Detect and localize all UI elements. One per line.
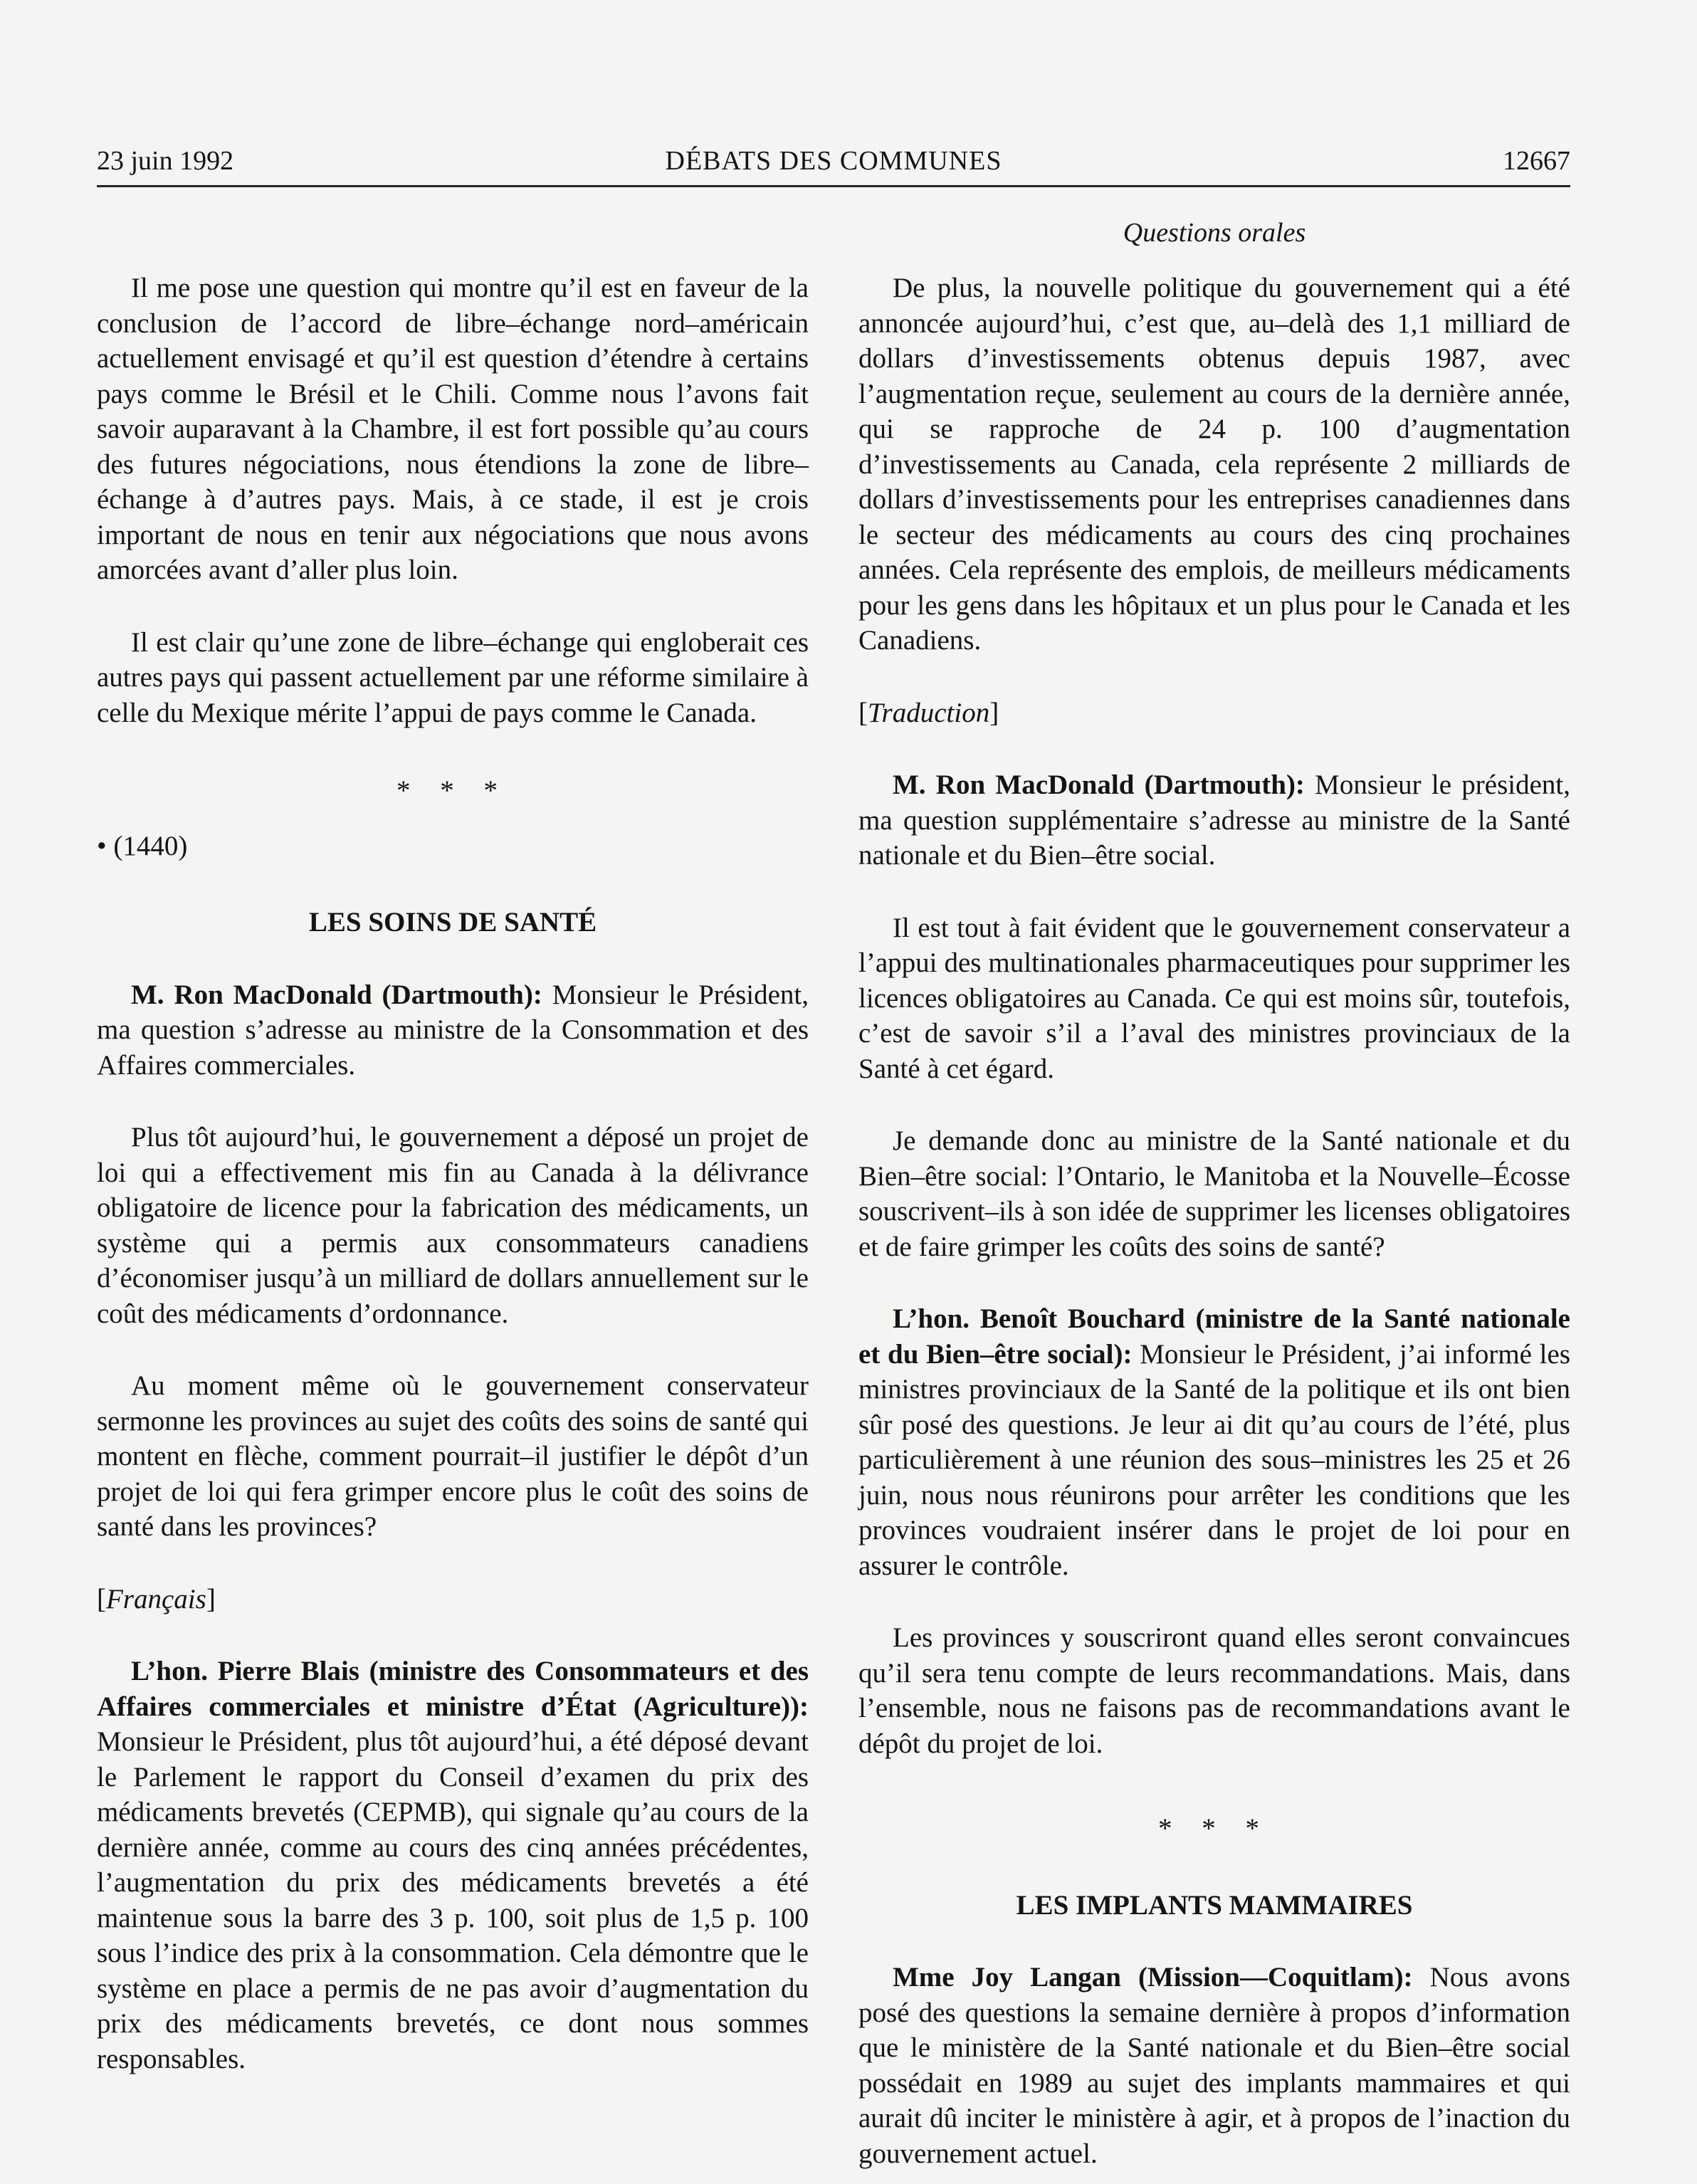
- speaker-name: L’hon. Benoît Bouchard (ministre de la Santé nationale et du Bien–être social):: [858, 1303, 1570, 1370]
- speaker-name: M. Ron MacDonald (Dartmouth):: [893, 770, 1305, 800]
- language-tag: [Français]: [97, 1583, 216, 1615]
- paragraph: Au moment même où le gouvernement conservateur sermonne les provinces au sujet des coûts des soins de santé qui montent en flèche, comment pourrait–il justifier le dépôt d’un projet de loi qui fera grimper encore plus le coût des soins de santé dans les provinces?: [97, 1370, 809, 1542]
- speech-text: Monsieur le président, ma question supplémentaire s’adresse au ministre de la Santé nationale et du Bien–être social.: [858, 770, 1570, 871]
- page-number: 12667: [1503, 146, 1570, 176]
- paragraph: Il est clair qu’une zone de libre–échange qui engloberait ces autres pays qui passent actuellement par une réforme similaire à celle du Mexique mérite l’appui de pays comme le Canada.: [97, 626, 809, 728]
- section-heading: LES IMPLANTS MAMMAIRES: [1016, 1889, 1413, 1921]
- speech-text: Monsieur le Président, ma question s’adresse au ministre de la Consommation et des Affaires commerciales.: [97, 979, 809, 1081]
- speech-paragraph: [97, 977, 809, 1083]
- header-title: DÉBATS DES COMMUNES: [665, 146, 1002, 176]
- header-date: 23 juin 1992: [97, 146, 234, 176]
- section-separator: * * *: [396, 775, 509, 806]
- speaker-name: Mme Joy Langan (Mission—Coquitlam):: [893, 1962, 1413, 1993]
- section-header: Questions orales: [1123, 218, 1306, 248]
- header-rule: [97, 185, 1570, 187]
- language-tag-text: Traduction: [868, 697, 990, 728]
- speech-text: Monsieur le Président, j’ai informé les ministres provinciaux de la Santé de la politique et ils ont bien sûr posé des questions. Je leur ai dit qu’au cours de l’été, plus particulièrement à une réunion des sous–ministres les 25 et 26 juin, nous nous réunirons pour arrêter les conditions que les provinces voudraient insérer dans le projet de loi pour en assurer le contrôle.: [858, 1338, 1571, 1581]
- left-column: [97, 271, 809, 2077]
- speech-text: Monsieur le Président, plus tôt aujourd’hui, a été déposé devant le Parlement le rapport du Conseil d’examen du prix des médicaments brevetés (CEPMB), qui signale qu’au cours de la dernière année, comme au cours des cinq années précédentes, l’augmentation du prix des médicaments brevetés a été maintenue sous la barre des 3 p. 100, soit plus de 1,5 p. 100 sous l’indice des prix à la consommation. Cela démontre que le système en place a permis de ne pas avoir d’augmentation du prix des médicaments brevetés, ce dont nous sommes responsables.: [97, 1726, 809, 2074]
- section-separator: * * *: [1158, 1813, 1271, 1844]
- language-tag-text: Français: [106, 1583, 206, 1615]
- paragraph: Il est tout à fait évident que le gouvernement conservateur a l’appui des multinationales pharmaceutiques pour supprimer les licences obligatoires au Canada. Ce qui est moins sûr, toutefois, c’est de savoir s’il a l’aval des ministres provinciaux de la Santé à cet égard.: [858, 912, 1570, 1084]
- speaker-name: M. Ron MacDonald (Dartmouth):: [131, 979, 542, 1010]
- speaker-name: L’hon. Pierre Blais (ministre des Consommateurs et des Affaires commerciales et ministre d’État (Agriculture)):: [97, 1656, 809, 1722]
- section-heading: LES SOINS DE SANTÉ: [308, 907, 597, 938]
- speech-text: Nous avons posé des questions la semaine dernière à propos d’information que le ministère de la Santé nationale et du Bien–être social possédait en 1989 au sujet des implants mammaires et qui aurait dû inciter le ministère à agir, et à propos de l’inaction du gouvernement actuel.: [858, 1962, 1570, 2169]
- paragraph: Il me pose une question qui montre qu’il est en faveur de la conclusion de l’accord de libre–échange nord–américain actuellement envisagé et qu’il est question d’étendre à certains pays comme le Brésil et le Chili. Comme nous l’avons fait savoir auparavant à la Chambre, il est fort possible qu’au cours des futures négociations, nous étendions la zone de libre–échange à d’autres pays. Mais, à ce stade, il est je crois important de nous en tenir aux négociations que nous avons amorcées avant d’aller plus loin.: [97, 273, 809, 585]
- time-marker: • (1440): [97, 830, 188, 861]
- running-header: [97, 141, 1570, 184]
- right-column: [858, 271, 1570, 2171]
- paragraph: Plus tôt aujourd’hui, le gouvernement a déposé un projet de loi qui a effectivement mis fin au Canada à la délivrance obligatoire de licence pour la fabrication des médicaments, un système qui a permis aux consommateurs canadiens d’économiser jusqu’à un milliard de dollars annuellement sur le coût des médicaments d’ordonnance.: [97, 1122, 809, 1329]
- language-tag: [Traduction]: [858, 697, 999, 728]
- paragraph: De plus, la nouvelle politique du gouvernement qui a été annoncée aujourd’hui, c’est que, au–delà des 1,1 milliard de dollars d’investissements obtenus depuis 1987, avec l’augmentation reçue, seulement au cours de la dernière année, qui se rapproche de 24 p. 100 d’augmentation d’investissements au Canada, cela représente 2 milliards de dollars d’investissements pour les entreprises canadiennes dans le secteur des médicaments au cours des cinq prochaines années. Cela représente des emplois, de meilleurs médicaments pour les gens dans les hôpitaux et un plus pour le Canada et les Canadiens.: [858, 273, 1570, 656]
- speech-paragraph: [858, 1301, 1570, 1583]
- paragraph: Les provinces y souscriront quand elles seront convaincues qu’il sera tenu compte de leurs recommandations. Mais, dans l’ensemble, nous ne faisons pas de recommandations avant le dépôt du projet de loi.: [858, 1622, 1570, 1759]
- speech-paragraph: [858, 1960, 1570, 2171]
- speech-paragraph: [97, 1654, 809, 2077]
- speech-paragraph: [858, 767, 1570, 873]
- paragraph: Je demande donc au ministre de la Santé nationale et du Bien–être social: l’Ontario, le Manitoba et la Nouvelle–Écosse souscrivent–ils à son idée de supprimer les licenses obligatoires et de faire grimper les coûts des soins de santé?: [858, 1125, 1570, 1262]
